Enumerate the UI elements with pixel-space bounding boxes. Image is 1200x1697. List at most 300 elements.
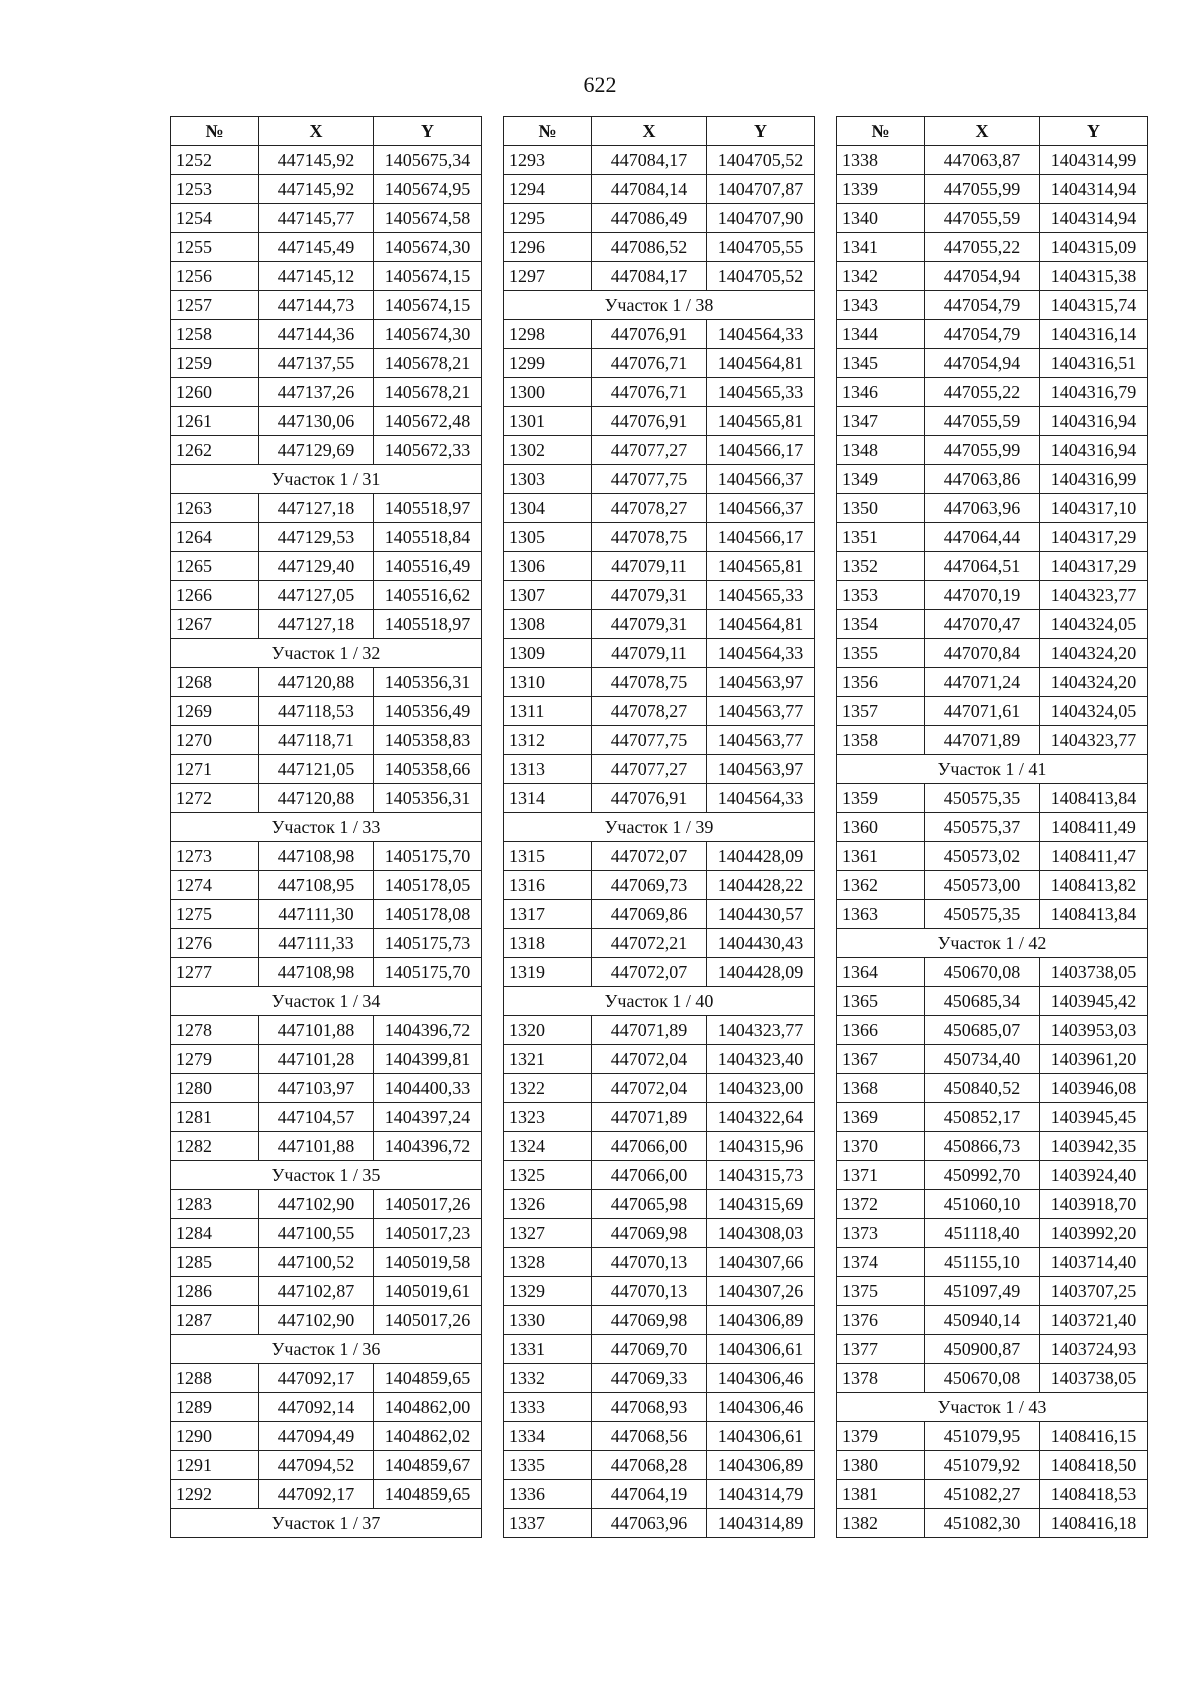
- table-row: [171, 1277, 482, 1306]
- point-number: 1316: [504, 871, 592, 900]
- header-row: [837, 117, 1148, 146]
- y-coordinate: 1405518,97: [374, 610, 482, 639]
- y-coordinate: 1405674,15: [374, 291, 482, 320]
- x-coordinate: 447086,49: [592, 204, 707, 233]
- x-coordinate: 447069,73: [592, 871, 707, 900]
- y-coordinate: 1405674,58: [374, 204, 482, 233]
- table-row: [837, 1480, 1148, 1509]
- table-row: [837, 523, 1148, 552]
- point-number: 1373: [837, 1219, 925, 1248]
- table-row: [837, 1045, 1148, 1074]
- point-number: 1319: [504, 958, 592, 987]
- table-row: [837, 233, 1148, 262]
- y-coordinate: 1404324,05: [1040, 697, 1148, 726]
- x-coordinate: 447069,98: [592, 1219, 707, 1248]
- table-row: [171, 784, 482, 813]
- y-coordinate: 1404563,97: [707, 755, 815, 784]
- x-coordinate: 450866,73: [925, 1132, 1040, 1161]
- point-number: 1320: [504, 1016, 592, 1045]
- x-coordinate: 447130,06: [259, 407, 374, 436]
- point-number: 1327: [504, 1219, 592, 1248]
- x-coordinate: 447084,17: [592, 262, 707, 291]
- point-number: 1290: [171, 1422, 259, 1451]
- table-row: [171, 1248, 482, 1277]
- section-title: Участок 1 / 32: [171, 639, 482, 668]
- x-coordinate: 451155,10: [925, 1248, 1040, 1277]
- table-row: [171, 1045, 482, 1074]
- section-row: [171, 1335, 482, 1364]
- point-number: 1381: [837, 1480, 925, 1509]
- point-number: 1348: [837, 436, 925, 465]
- point-number: 1324: [504, 1132, 592, 1161]
- y-coordinate: 1404307,66: [707, 1248, 815, 1277]
- x-coordinate: 447076,91: [592, 320, 707, 349]
- point-number: 1312: [504, 726, 592, 755]
- table-row: [171, 581, 482, 610]
- table-row: [837, 697, 1148, 726]
- section-title: Участок 1 / 35: [171, 1161, 482, 1190]
- point-number: 1282: [171, 1132, 259, 1161]
- point-number: 1364: [837, 958, 925, 987]
- table-row: [504, 1509, 815, 1538]
- y-coordinate: 1404316,94: [1040, 436, 1148, 465]
- y-coordinate: 1408411,49: [1040, 813, 1148, 842]
- section-title: Участок 1 / 40: [504, 987, 815, 1016]
- y-coordinate: 1403721,40: [1040, 1306, 1148, 1335]
- x-coordinate: 447118,53: [259, 697, 374, 726]
- y-coordinate: 1408411,47: [1040, 842, 1148, 871]
- table-row: [837, 1248, 1148, 1277]
- point-number: 1308: [504, 610, 592, 639]
- x-coordinate: 447077,27: [592, 436, 707, 465]
- y-coordinate: 1404396,72: [374, 1132, 482, 1161]
- y-coordinate: 1404316,99: [1040, 465, 1148, 494]
- table-row: [837, 987, 1148, 1016]
- table-row: [171, 204, 482, 233]
- point-number: 1356: [837, 668, 925, 697]
- y-coordinate: 1408413,84: [1040, 784, 1148, 813]
- point-number: 1323: [504, 1103, 592, 1132]
- y-coordinate: 1404315,73: [707, 1161, 815, 1190]
- table-row: [504, 1364, 815, 1393]
- x-coordinate: 447078,75: [592, 668, 707, 697]
- point-number: 1340: [837, 204, 925, 233]
- x-coordinate: 450992,70: [925, 1161, 1040, 1190]
- point-number: 1272: [171, 784, 259, 813]
- y-coordinate: 1404564,33: [707, 320, 815, 349]
- x-coordinate: 447072,21: [592, 929, 707, 958]
- x-coordinate: 447071,89: [592, 1103, 707, 1132]
- point-number: 1345: [837, 349, 925, 378]
- y-coordinate: 1405175,73: [374, 929, 482, 958]
- x-coordinate: 447129,40: [259, 552, 374, 581]
- x-coordinate: 447071,89: [592, 1016, 707, 1045]
- y-coordinate: 1405674,30: [374, 320, 482, 349]
- point-number: 1261: [171, 407, 259, 436]
- table-row: [837, 465, 1148, 494]
- point-number: 1285: [171, 1248, 259, 1277]
- x-coordinate: 447102,90: [259, 1306, 374, 1335]
- x-coordinate: 447070,47: [925, 610, 1040, 639]
- y-coordinate: 1408416,15: [1040, 1422, 1148, 1451]
- y-coordinate: 1405516,49: [374, 552, 482, 581]
- x-coordinate: 447111,33: [259, 929, 374, 958]
- y-coordinate: 1404323,77: [707, 1016, 815, 1045]
- table-row: [504, 175, 815, 204]
- point-number: 1352: [837, 552, 925, 581]
- table-row: [837, 900, 1148, 929]
- table-row: [504, 1335, 815, 1364]
- y-coordinate: 1405358,66: [374, 755, 482, 784]
- y-coordinate: 1405019,61: [374, 1277, 482, 1306]
- table-row: [504, 610, 815, 639]
- point-number: 1276: [171, 929, 259, 958]
- point-number: 1302: [504, 436, 592, 465]
- y-coordinate: 1405356,31: [374, 784, 482, 813]
- point-number: 1346: [837, 378, 925, 407]
- y-coordinate: 1405356,49: [374, 697, 482, 726]
- point-number: 1257: [171, 291, 259, 320]
- y-coordinate: 1404396,72: [374, 1016, 482, 1045]
- table-row: [504, 523, 815, 552]
- y-coordinate: 1405019,58: [374, 1248, 482, 1277]
- table-row: [171, 755, 482, 784]
- point-number: 1357: [837, 697, 925, 726]
- table-row: [837, 407, 1148, 436]
- table-row: [171, 291, 482, 320]
- y-coordinate: 1403945,42: [1040, 987, 1148, 1016]
- header-number: №: [837, 117, 925, 146]
- point-number: 1349: [837, 465, 925, 494]
- y-coordinate: 1404315,38: [1040, 262, 1148, 291]
- x-coordinate: 451060,10: [925, 1190, 1040, 1219]
- table-row: [171, 262, 482, 291]
- point-number: 1318: [504, 929, 592, 958]
- y-coordinate: 1405518,84: [374, 523, 482, 552]
- point-number: 1288: [171, 1364, 259, 1393]
- header-x: X: [592, 117, 707, 146]
- y-coordinate: 1404566,17: [707, 523, 815, 552]
- table-row: [837, 958, 1148, 987]
- table-row: [837, 1509, 1148, 1538]
- y-coordinate: 1405518,97: [374, 494, 482, 523]
- table-row: [837, 291, 1148, 320]
- point-number: 1274: [171, 871, 259, 900]
- x-coordinate: 447145,49: [259, 233, 374, 262]
- point-number: 1329: [504, 1277, 592, 1306]
- x-coordinate: 447077,75: [592, 726, 707, 755]
- point-number: 1263: [171, 494, 259, 523]
- table-row: [504, 1103, 815, 1132]
- x-coordinate: 447076,91: [592, 784, 707, 813]
- header-x: X: [259, 117, 374, 146]
- section-title: Участок 1 / 37: [171, 1509, 482, 1538]
- table-row: [837, 1016, 1148, 1045]
- point-number: 1331: [504, 1335, 592, 1364]
- x-coordinate: 447071,61: [925, 697, 1040, 726]
- point-number: 1304: [504, 494, 592, 523]
- point-number: 1296: [504, 233, 592, 262]
- y-coordinate: 1405674,95: [374, 175, 482, 204]
- table-row: [171, 349, 482, 378]
- y-coordinate: 1403942,35: [1040, 1132, 1148, 1161]
- section-row: [837, 1393, 1148, 1422]
- point-number: 1309: [504, 639, 592, 668]
- table-row: [504, 1422, 815, 1451]
- y-coordinate: 1404324,05: [1040, 610, 1148, 639]
- table-row: [837, 610, 1148, 639]
- x-coordinate: 447078,27: [592, 697, 707, 726]
- y-coordinate: 1404316,14: [1040, 320, 1148, 349]
- x-coordinate: 447070,13: [592, 1248, 707, 1277]
- section-row: [171, 639, 482, 668]
- y-coordinate: 1404306,46: [707, 1393, 815, 1422]
- table-row: [504, 958, 815, 987]
- x-coordinate: 447092,17: [259, 1480, 374, 1509]
- point-number: 1366: [837, 1016, 925, 1045]
- point-number: 1278: [171, 1016, 259, 1045]
- y-coordinate: 1404322,64: [707, 1103, 815, 1132]
- y-coordinate: 1404308,03: [707, 1219, 815, 1248]
- point-number: 1332: [504, 1364, 592, 1393]
- x-coordinate: 447076,91: [592, 407, 707, 436]
- point-number: 1289: [171, 1393, 259, 1422]
- point-number: 1354: [837, 610, 925, 639]
- table-row: [504, 465, 815, 494]
- table-row: [837, 1074, 1148, 1103]
- x-coordinate: 450840,52: [925, 1074, 1040, 1103]
- y-coordinate: 1403724,93: [1040, 1335, 1148, 1364]
- y-coordinate: 1404323,40: [707, 1045, 815, 1074]
- y-coordinate: 1404316,94: [1040, 407, 1148, 436]
- point-number: 1252: [171, 146, 259, 175]
- x-coordinate: 447127,05: [259, 581, 374, 610]
- y-coordinate: 1404565,81: [707, 552, 815, 581]
- point-number: 1369: [837, 1103, 925, 1132]
- y-coordinate: 1404862,02: [374, 1422, 482, 1451]
- x-coordinate: 447118,71: [259, 726, 374, 755]
- x-coordinate: 450685,34: [925, 987, 1040, 1016]
- y-coordinate: 1403924,40: [1040, 1161, 1148, 1190]
- x-coordinate: 447145,77: [259, 204, 374, 233]
- x-coordinate: 447079,31: [592, 581, 707, 610]
- y-coordinate: 1404564,33: [707, 639, 815, 668]
- point-number: 1297: [504, 262, 592, 291]
- x-coordinate: 447144,36: [259, 320, 374, 349]
- x-coordinate: 447064,51: [925, 552, 1040, 581]
- table-row: [837, 784, 1148, 813]
- point-number: 1351: [837, 523, 925, 552]
- table-row: [171, 1480, 482, 1509]
- point-number: 1255: [171, 233, 259, 262]
- x-coordinate: 447145,92: [259, 146, 374, 175]
- y-coordinate: 1408418,50: [1040, 1451, 1148, 1480]
- table-row: [504, 784, 815, 813]
- section-title: Участок 1 / 38: [504, 291, 815, 320]
- table-row: [837, 871, 1148, 900]
- point-number: 1363: [837, 900, 925, 929]
- table-row: [504, 233, 815, 262]
- y-coordinate: 1404707,90: [707, 204, 815, 233]
- y-coordinate: 1404565,33: [707, 378, 815, 407]
- y-coordinate: 1403992,20: [1040, 1219, 1148, 1248]
- point-number: 1287: [171, 1306, 259, 1335]
- point-number: 1256: [171, 262, 259, 291]
- y-coordinate: 1404564,33: [707, 784, 815, 813]
- x-coordinate: 450852,17: [925, 1103, 1040, 1132]
- x-coordinate: 447054,94: [925, 349, 1040, 378]
- table-row: [171, 1074, 482, 1103]
- y-coordinate: 1404428,09: [707, 958, 815, 987]
- y-coordinate: 1404859,65: [374, 1480, 482, 1509]
- table-row: [504, 871, 815, 900]
- y-coordinate: 1404399,81: [374, 1045, 482, 1074]
- point-number: 1377: [837, 1335, 925, 1364]
- table-row: [171, 1451, 482, 1480]
- y-coordinate: 1404565,81: [707, 407, 815, 436]
- table-row: [837, 1306, 1148, 1335]
- x-coordinate: 447064,44: [925, 523, 1040, 552]
- point-number: 1286: [171, 1277, 259, 1306]
- table-row: [504, 1074, 815, 1103]
- table-row: [837, 378, 1148, 407]
- table-row: [504, 1451, 815, 1480]
- x-coordinate: 447108,95: [259, 871, 374, 900]
- y-coordinate: 1404565,33: [707, 581, 815, 610]
- table-row: [171, 610, 482, 639]
- y-coordinate: 1404564,81: [707, 610, 815, 639]
- table-row: [504, 1045, 815, 1074]
- table-row: [171, 1190, 482, 1219]
- x-coordinate: 447055,22: [925, 233, 1040, 262]
- x-coordinate: 450685,07: [925, 1016, 1040, 1045]
- y-coordinate: 1405674,15: [374, 262, 482, 291]
- x-coordinate: 447071,89: [925, 726, 1040, 755]
- point-number: 1268: [171, 668, 259, 697]
- section-row: [837, 755, 1148, 784]
- y-coordinate: 1404324,20: [1040, 668, 1148, 697]
- point-number: 1270: [171, 726, 259, 755]
- table-row: [504, 639, 815, 668]
- table-row: [837, 349, 1148, 378]
- y-coordinate: 1404315,96: [707, 1132, 815, 1161]
- x-coordinate: 447063,96: [592, 1509, 707, 1538]
- x-coordinate: 447092,17: [259, 1364, 374, 1393]
- table-row: [171, 900, 482, 929]
- y-coordinate: 1404315,74: [1040, 291, 1148, 320]
- y-coordinate: 1404862,00: [374, 1393, 482, 1422]
- y-coordinate: 1404564,81: [707, 349, 815, 378]
- x-coordinate: 447086,52: [592, 233, 707, 262]
- section-row: [171, 465, 482, 494]
- point-number: 1370: [837, 1132, 925, 1161]
- x-coordinate: 447127,18: [259, 494, 374, 523]
- section-title: Участок 1 / 33: [171, 813, 482, 842]
- point-number: 1262: [171, 436, 259, 465]
- table-row: [837, 494, 1148, 523]
- point-number: 1253: [171, 175, 259, 204]
- table-row: [837, 1364, 1148, 1393]
- x-coordinate: 447063,96: [925, 494, 1040, 523]
- table-row: [837, 813, 1148, 842]
- x-coordinate: 447078,75: [592, 523, 707, 552]
- table-row: [837, 1190, 1148, 1219]
- x-coordinate: 447054,94: [925, 262, 1040, 291]
- point-number: 1330: [504, 1306, 592, 1335]
- point-number: 1321: [504, 1045, 592, 1074]
- point-number: 1307: [504, 581, 592, 610]
- header-y: Y: [707, 117, 815, 146]
- point-number: 1335: [504, 1451, 592, 1480]
- table-row: [504, 1248, 815, 1277]
- x-coordinate: 447111,30: [259, 900, 374, 929]
- y-coordinate: 1404316,79: [1040, 378, 1148, 407]
- x-coordinate: 447145,92: [259, 175, 374, 204]
- table-row: [504, 349, 815, 378]
- y-coordinate: 1405678,21: [374, 349, 482, 378]
- table-row: [837, 842, 1148, 871]
- table-row: [171, 378, 482, 407]
- point-number: 1371: [837, 1161, 925, 1190]
- coordinates-table-right: [836, 116, 1148, 1538]
- x-coordinate: 447072,07: [592, 958, 707, 987]
- y-coordinate: 1404566,17: [707, 436, 815, 465]
- y-coordinate: 1405675,34: [374, 146, 482, 175]
- point-number: 1275: [171, 900, 259, 929]
- point-number: 1281: [171, 1103, 259, 1132]
- x-coordinate: 447055,99: [925, 175, 1040, 204]
- point-number: 1295: [504, 204, 592, 233]
- x-coordinate: 450573,00: [925, 871, 1040, 900]
- x-coordinate: 447069,33: [592, 1364, 707, 1393]
- point-number: 1311: [504, 697, 592, 726]
- x-coordinate: 447079,11: [592, 552, 707, 581]
- x-coordinate: 447071,24: [925, 668, 1040, 697]
- y-coordinate: 1404317,29: [1040, 523, 1148, 552]
- table-row: [504, 146, 815, 175]
- table-row: [171, 1016, 482, 1045]
- point-number: 1379: [837, 1422, 925, 1451]
- x-coordinate: 447054,79: [925, 320, 1040, 349]
- y-coordinate: 1404323,77: [1040, 581, 1148, 610]
- x-coordinate: 447066,00: [592, 1132, 707, 1161]
- section-title: Участок 1 / 31: [171, 465, 482, 494]
- x-coordinate: 447108,98: [259, 842, 374, 871]
- table-row: [171, 494, 482, 523]
- point-number: 1310: [504, 668, 592, 697]
- y-coordinate: 1404306,61: [707, 1335, 815, 1364]
- table-row: [171, 1364, 482, 1393]
- section-title: Участок 1 / 39: [504, 813, 815, 842]
- y-coordinate: 1405017,23: [374, 1219, 482, 1248]
- point-number: 1301: [504, 407, 592, 436]
- y-coordinate: 1404705,52: [707, 146, 815, 175]
- page-number: 622: [583, 72, 617, 97]
- table-row: [837, 1103, 1148, 1132]
- point-number: 1341: [837, 233, 925, 262]
- point-number: 1360: [837, 813, 925, 842]
- x-coordinate: 447079,31: [592, 610, 707, 639]
- x-coordinate: 447103,97: [259, 1074, 374, 1103]
- point-number: 1322: [504, 1074, 592, 1103]
- y-coordinate: 1404323,00: [707, 1074, 815, 1103]
- x-coordinate: 451082,27: [925, 1480, 1040, 1509]
- point-number: 1347: [837, 407, 925, 436]
- x-coordinate: 447069,86: [592, 900, 707, 929]
- point-number: 1317: [504, 900, 592, 929]
- point-number: 1258: [171, 320, 259, 349]
- x-coordinate: 447065,98: [592, 1190, 707, 1219]
